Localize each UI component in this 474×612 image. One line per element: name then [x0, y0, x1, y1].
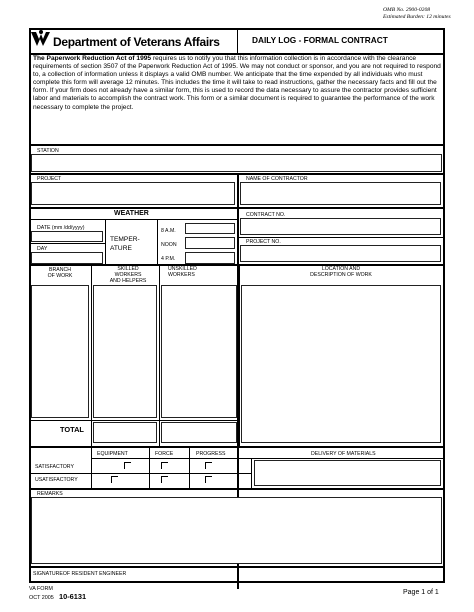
remarks-input[interactable]: [31, 497, 442, 564]
temp-noon-label: NOON: [161, 242, 177, 248]
unskilled-workers-area[interactable]: [161, 285, 237, 418]
day-input[interactable]: [31, 252, 103, 264]
force-satisfactory-checkbox[interactable]: [161, 462, 168, 469]
progress-header: PROGRESS: [196, 451, 226, 457]
paperwork-notice: [33, 55, 441, 112]
temp-4pm-label: 4 P.M.: [161, 256, 176, 262]
weather-heading: WEATHER: [114, 210, 149, 217]
branch-col-header: BRANCH OF WORK: [47, 267, 73, 279]
signature-label: SIGNATUREOF RESIDENT ENGINEER: [33, 571, 127, 577]
location-description-area[interactable]: [241, 285, 441, 443]
date-label: DATE (mm /dd/yyyy): [37, 225, 85, 231]
contract-no-label: CONTRACT NO.: [246, 212, 286, 218]
temperature-label: TEMPER- ATURE: [110, 236, 140, 252]
temp-8am-input[interactable]: [185, 223, 235, 234]
force-unsatisfactory-checkbox[interactable]: [161, 476, 168, 483]
unskilled-col-header: UNSKILLED WORKERS: [168, 266, 197, 278]
contractor-label: NAME OF CONTRACTOR: [246, 176, 308, 182]
notice-bold: The Paperwork Reduction Act of 1995: [33, 55, 152, 62]
footer-form-number: 10-6131: [59, 592, 87, 601]
skilled-workers-area[interactable]: [93, 285, 157, 418]
unsatisfactory-label: USATISFACTORY: [35, 477, 78, 483]
footer-va-form: VA FORM: [29, 586, 53, 592]
omb-burden: Estimated Burden: 12 minutes: [383, 14, 451, 20]
temp-8am-label: 8 A.M.: [161, 228, 176, 234]
project-input[interactable]: [31, 182, 235, 205]
project-label: PROJECT: [37, 176, 62, 182]
station-label: STATION: [37, 148, 59, 154]
footer-date: OCT 2005: [29, 595, 54, 601]
contract-no-input[interactable]: [240, 218, 441, 235]
skilled-total-input[interactable]: [93, 422, 157, 443]
delivery-materials-input[interactable]: [254, 460, 441, 486]
location-col-header: LOCATION AND DESCRIPTION OF WORK: [310, 266, 372, 278]
va-logo: [30, 28, 52, 55]
contractor-input[interactable]: [240, 182, 441, 205]
temp-4pm-input[interactable]: [185, 252, 235, 264]
temp-noon-input[interactable]: [185, 237, 235, 249]
delivery-header: DELIVERY OF MATERIALS: [311, 451, 376, 457]
project-no-label: PROJECT NO.: [246, 239, 281, 245]
equipment-header: EQUIPMENT: [97, 451, 128, 457]
total-label: TOTAL: [60, 425, 84, 434]
skilled-col-header: SKILLED WORKERS AND HELPERS: [109, 266, 147, 284]
project-no-input[interactable]: [240, 245, 441, 262]
date-input[interactable]: [31, 231, 103, 242]
agency-name: Department of Veterans Affairs: [53, 35, 220, 49]
branch-work-area[interactable]: [31, 285, 89, 418]
unskilled-total-input[interactable]: [161, 422, 237, 443]
day-label: DAY: [37, 246, 48, 252]
signature-field[interactable]: [31, 576, 443, 581]
progress-unsatisfactory-checkbox[interactable]: [205, 476, 212, 483]
remarks-label: REMARKS: [37, 491, 63, 497]
page-indicator: Page 1 of 1: [403, 589, 439, 596]
equipment-unsatisfactory-checkbox[interactable]: [111, 476, 118, 483]
station-input[interactable]: [31, 154, 442, 172]
progress-satisfactory-checkbox[interactable]: [205, 462, 212, 469]
omb-number: OMB No. 2900-0208: [383, 7, 431, 13]
force-header: FORCE: [155, 451, 174, 457]
notice-text: requires us to notify you that this information collection is in accordance with the clearance requirements of section 3507 of the Paperwork Reduction Act of 1995. We may not conduct or sponsor, and you are not required to respond to, a collection of information unless it displays a valid OMB number. We anticipate that the time expended by all individuals who must complete this form will average 12 minutes. This includes the time it will take to read instructions, gather the necessary facts and fill out the form. If your firm does not already have a similar form, this is used to record the data necessary to assure the contractor provides sufficient labor and materials to accomplish the contract work. This form or a similar document is required to guarantee the performance of the work necessary to complete the project.: [33, 55, 441, 111]
form-title: DAILY LOG - FORMAL CONTRACT: [252, 35, 388, 45]
satisfactory-label: SATISFACTORY: [35, 464, 74, 470]
equipment-satisfactory-checkbox[interactable]: [124, 462, 131, 469]
